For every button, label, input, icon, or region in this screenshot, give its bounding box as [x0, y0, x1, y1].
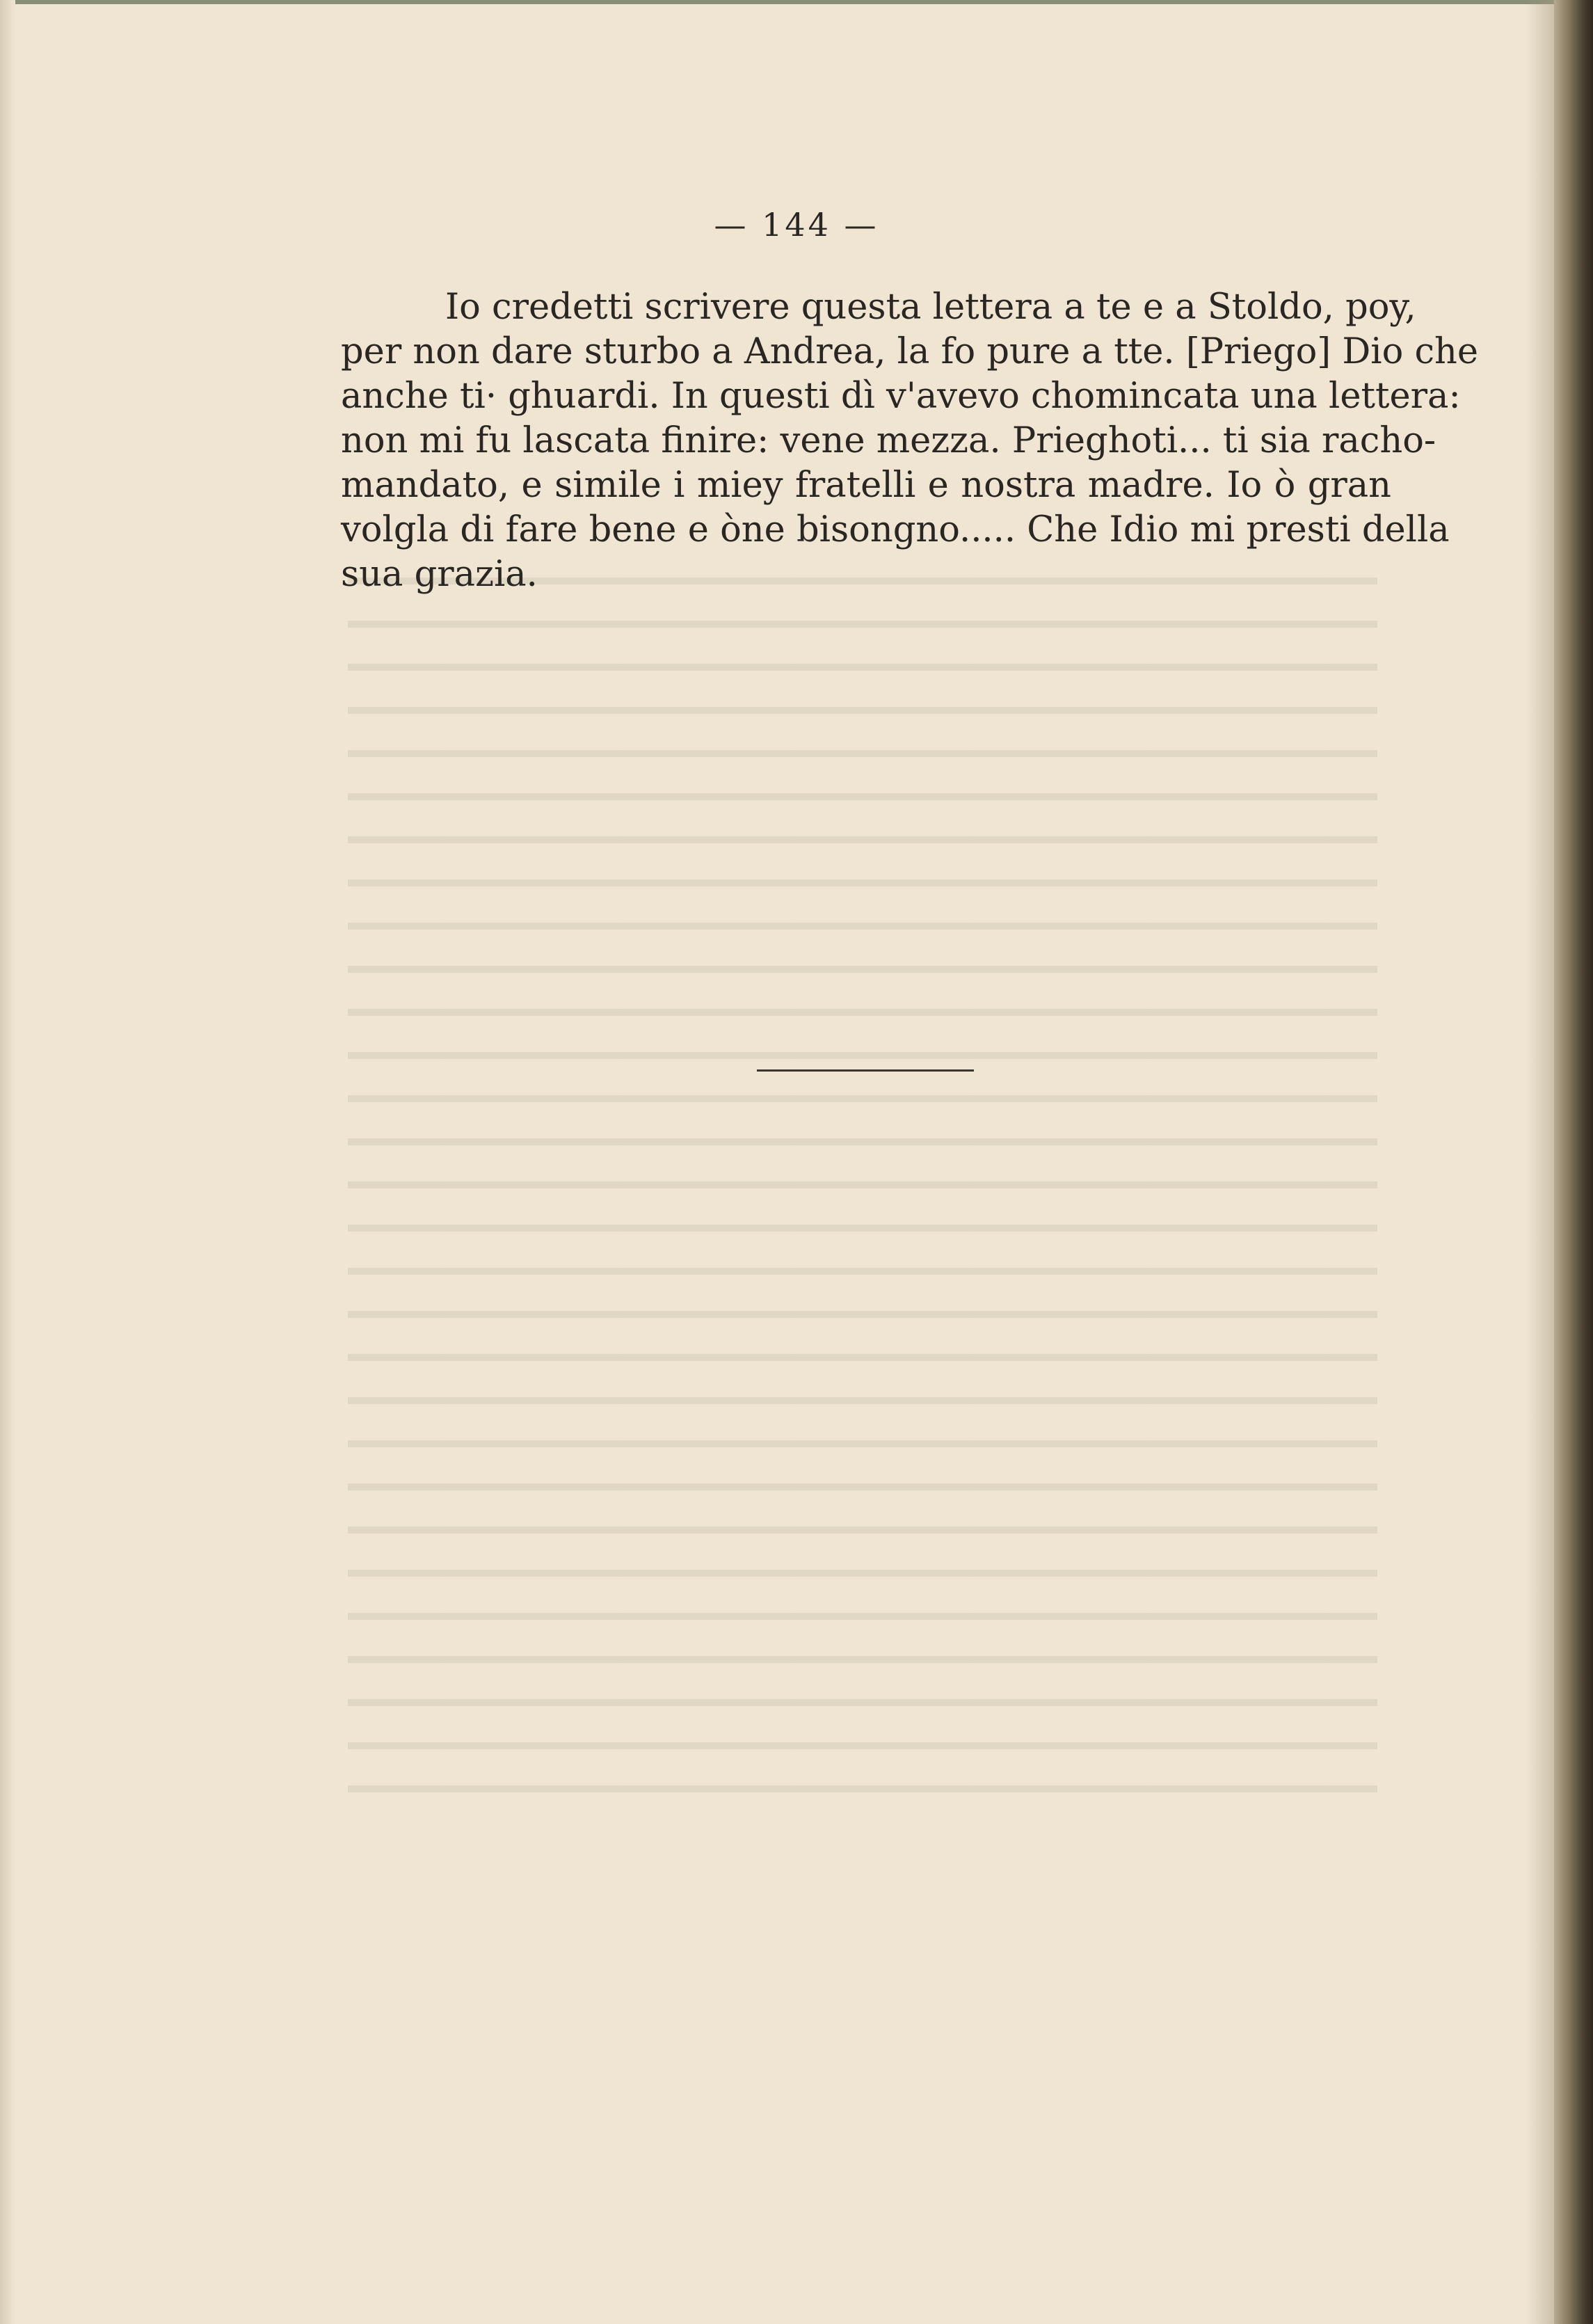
text-line: non mi fu lascata finire: vene mezza. Prieghoti... ti sia racho-: [341, 420, 1436, 461]
text-line: per non dare sturbo a Andrea, la fo pure a tte. [Priego] Dio che: [341, 331, 1479, 372]
section-divider: [757, 1069, 974, 1072]
bleed-through-text: [348, 557, 1377, 1809]
gutter-shadow: [1526, 0, 1554, 2324]
page-left-edge: [0, 0, 15, 2324]
page-number: — 144 —: [714, 206, 879, 244]
text-line: mandato, e simile i miey fratelli e nostra madre. Io ò gran: [341, 465, 1391, 506]
text-line: sua grazia.: [341, 554, 538, 595]
text-line: volgla di fare bene e òne bisongno..... Che Idio mi presti della: [341, 509, 1450, 550]
book-binding: [1554, 0, 1593, 2324]
letter-paragraph: [341, 285, 1479, 597]
page-top-edge: [0, 0, 1593, 4]
text-line: Io credetti scrivere questa lettera a te e a Stoldo, poy,: [445, 287, 1416, 328]
text-line: anche ti· ghuardi. In questi dì v'avevo chomincata una lettera:: [341, 376, 1461, 417]
